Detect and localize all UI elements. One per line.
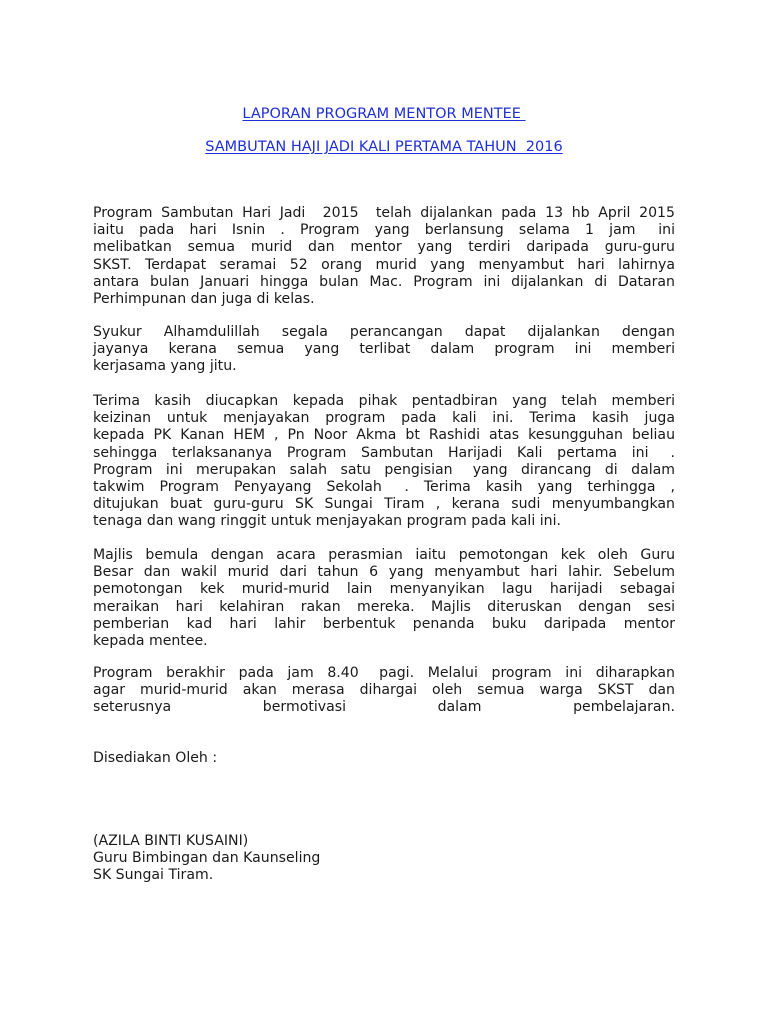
text-line: Terima kasih diucapkan kepada pihak pentadbiran yang telah memberi [93,393,675,409]
text-line: kepada PK Kanan HEM , Pn Noor Akma bt Rashidi atas kesungguhan beliau [93,427,675,444]
text-line: Perhimpunan dan juga di kelas. [93,290,315,307]
report-subtitle: SAMBUTAN HAJI JADI KALI PERTAMA TAHUN 2016 [205,139,563,155]
prepared-by-label: Disediakan Oleh : [93,750,218,766]
text-line: agar murid-murid akan merasa dihargai oleh semua warga SKST dan [93,682,675,699]
text-line: kerjasama yang jitu. [93,358,237,375]
text-line: ditujukan buat guru-guru SK Sungai Tiram , kerana sudi menyumbangkan [93,496,675,513]
text-line: jayanya kerana semua yang terlibat dalam program ini memberi [93,341,675,358]
text-line: sehingga terlaksananya Program Sambutan Harijadi Kali pertama ini . [93,444,675,461]
paragraph-conclusion [93,665,675,717]
signatory-name: (AZILA BINTI KUSAINI) [93,833,249,849]
signatory-position: Guru Bimbingan dan Kaunseling [93,850,321,867]
text-line: kepada mentee. [93,632,208,649]
paragraph-gratitude [93,324,675,376]
text-line: Program Sambutan Hari Jadi 2015 telah dijalankan pada 13 hb April 2015 [93,205,675,221]
report-title: LAPORAN PROGRAM MENTOR MENTEE [242,106,526,122]
paragraph-event [93,547,675,650]
paragraph-acknowledgement [93,393,675,531]
text-line: takwim Program Penyayang Sekolah . Terima kasih yang terhingga , [93,478,675,495]
text-line: Program berakhir pada jam 8.40 pagi. Melalui program ini diharapkan [93,665,675,681]
text-line: pemberian kad hari lahir berbentuk penanda buku daripada mentor [93,615,675,632]
paragraph-introduction [93,205,675,308]
text-line: SKST. Terdapat seramai 52 orang murid yang menyambut hari lahirnya [93,256,675,273]
text-line: Majlis bemula dengan acara perasmian iaitu pemotongan kek oleh Guru [93,547,675,563]
text-line: meraikan hari kelahiran rakan mereka. Majlis diteruskan dengan sesi [93,598,675,615]
text-line: seterusnya bermotivasi dalam pembelajaran. [93,699,675,716]
text-line: melibatkan semua murid dan mentor yang terdiri daripada guru-guru [93,239,675,256]
text-line: keizinan untuk menjayakan program pada kali ini. Terima kasih juga [93,410,675,427]
text-line: Syukur Alhamdulillah segala perancangan dapat dijalankan dengan [93,324,675,340]
signatory-school: SK Sungai Tiram. [93,867,214,884]
text-line: antara bulan Januari hingga bulan Mac. Program ini dijalankan di Dataran [93,273,675,290]
signature-block [93,833,493,885]
text-line: pemotongan kek murid-murid lain menyanyikan lagu harijadi sebagai [93,581,675,598]
text-line: tenaga dan wang ringgit untuk menjayakan program pada kali ini. [93,513,561,530]
text-line: Program ini merupakan salah satu pengisian yang dirancang di dalam [93,461,675,478]
text-line: Besar dan wakil murid dari tahun 6 yang menyambut hari lahir. Sebelum [93,564,675,581]
text-line: iaitu pada hari Isnin . Program yang berlansung selama 1 jam ini [93,222,675,239]
